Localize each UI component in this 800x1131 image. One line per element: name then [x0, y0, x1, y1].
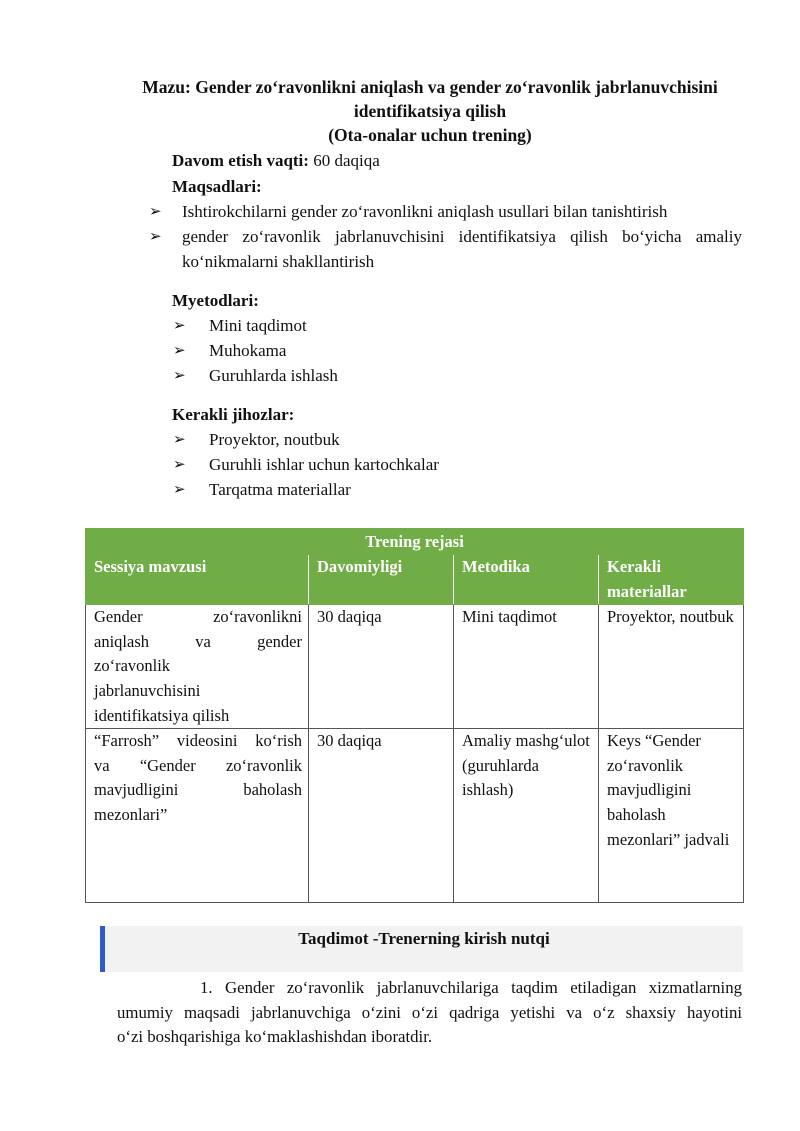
- cell-line: mavjudligini baholash: [94, 780, 302, 800]
- row-method: [454, 605, 599, 729]
- row-topic: [86, 729, 309, 903]
- cell-line: mezonlari”: [94, 804, 168, 824]
- equipment-item: Tarqatma materiallar: [209, 480, 351, 499]
- goal-item: Ishtirokchilarni gender zo‘ravonlikni aniqlash usullari bilan tanishtirish: [182, 202, 668, 221]
- duration-line: [172, 149, 380, 173]
- goals-heading: Maqsadlari:: [172, 177, 262, 196]
- duration-label: Davom etish vaqti:: [172, 151, 309, 170]
- row-duration: 30 daqiqa: [309, 729, 454, 903]
- row-materials: [599, 605, 744, 729]
- header-materials: [599, 555, 744, 605]
- arrowhead-bullet-icon: ➢: [173, 318, 186, 334]
- header-method: Metodika: [454, 555, 599, 605]
- cell-line: “Farrosh” videosini ko‘rish: [94, 731, 302, 751]
- methods-heading: Myetodlari:: [172, 291, 259, 310]
- goal-item-continuation: ko‘nikmalarni shakllantirish: [182, 252, 375, 271]
- table-row: [86, 605, 744, 729]
- method-item: Guruhlarda ishlash: [209, 366, 338, 385]
- arrowhead-bullet-icon: ➢: [173, 457, 186, 473]
- document-title: [100, 75, 760, 147]
- title-line-1: Mazu: Gender zo‘ravonlikni aniqlash va gender zo‘ravonlik jabrlanuvchisini: [142, 77, 718, 97]
- title-line-3: (Ota-onalar uchun trening): [328, 125, 532, 145]
- header-materials-line: Kerakli: [607, 557, 662, 576]
- method-item: Mini taqdimot: [209, 316, 307, 335]
- duration-value: 60 daqiqa: [313, 151, 380, 170]
- arrowhead-bullet-icon: ➢: [173, 482, 186, 498]
- method-item: Muhokama: [209, 341, 287, 360]
- cell-line: Mini taqdimot: [462, 607, 557, 627]
- cell-line: va “Gender zo‘ravonlik: [94, 755, 302, 775]
- paragraph-line: o‘zi boshqarishiga ko‘maklashishdan iboratdir.: [117, 1027, 433, 1047]
- table-caption-row: [86, 529, 744, 555]
- arrowhead-bullet-icon: ➢: [149, 204, 162, 220]
- title-line-2: identifikatsiya qilish: [353, 101, 507, 121]
- cell-line: baholash: [607, 804, 666, 824]
- row-duration: 30 daqiqa: [309, 605, 454, 729]
- arrowhead-bullet-icon: ➢: [173, 343, 186, 359]
- cell-line: jadvali: [684, 829, 730, 849]
- cell-line: mezonlari”: [607, 829, 681, 849]
- cell-line: noutbuk: [679, 607, 734, 627]
- cell-line: aniqlash va gender: [94, 631, 302, 651]
- row-method: [454, 729, 599, 903]
- header-duration: Davomiyligi: [309, 555, 454, 605]
- table-row: [86, 729, 744, 903]
- equipment-heading: Kerakli jihozlar:: [172, 405, 295, 424]
- cell-line: Proyektor,: [607, 607, 676, 627]
- cell-line: zo‘ravonlik: [607, 755, 684, 775]
- table-header-row: [86, 555, 744, 605]
- body-paragraph: [117, 976, 742, 1050]
- row-materials: [599, 729, 744, 903]
- header-materials-line: materiallar: [607, 581, 687, 601]
- paragraph-line: 1. Gender zo‘ravonlik jabrlanuvchilariga taqdim etiladigan xizmatlarning: [200, 978, 742, 997]
- cell-line: “Gender: [645, 731, 701, 751]
- training-plan-table: [85, 528, 744, 903]
- arrowhead-bullet-icon: ➢: [173, 368, 186, 384]
- cell-line: Keys: [607, 731, 641, 751]
- cell-line: zo‘ravonlik: [94, 656, 171, 676]
- arrowhead-bullet-icon: ➢: [149, 229, 162, 245]
- cell-line: mavjudligini: [607, 780, 692, 800]
- cell-line: (guruhlarda: [462, 755, 539, 775]
- goal-item: gender zo‘ravonlik jabrlanuvchisini identifikatsiya qilish bo‘yicha amaliy: [182, 227, 742, 246]
- cell-line: mashg‘ulot: [515, 731, 590, 751]
- cell-line: ishlash): [462, 780, 514, 800]
- equipment-item: Proyektor, noutbuk: [209, 430, 340, 449]
- table-caption: Trening rejasi: [86, 529, 744, 555]
- cell-line: identifikatsiya qilish: [94, 705, 230, 725]
- paragraph-line: umumiy maqsadi jabrlanuvchiga o‘zini o‘zi qadriga yetishi va o‘z shaxsiy hayotini: [117, 1002, 742, 1022]
- arrowhead-bullet-icon: ➢: [173, 432, 186, 448]
- section-title: Taqdimot -Trenerning kirish nutqi: [298, 929, 550, 948]
- cell-line: Gender zo‘ravonlikni: [94, 607, 302, 627]
- cell-line: jabrlanuvchisini: [94, 680, 201, 700]
- row-topic: [86, 605, 309, 729]
- equipment-item: Guruhli ishlar uchun kartochkalar: [209, 455, 439, 474]
- header-topic: Sessiya mavzusi: [86, 555, 309, 605]
- cell-line: Amaliy: [462, 731, 512, 751]
